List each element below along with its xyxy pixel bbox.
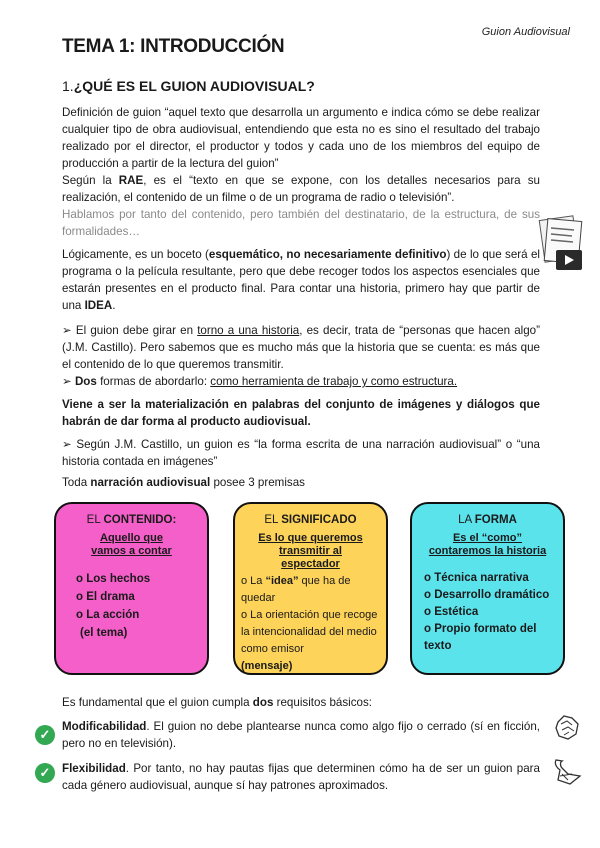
list-item: (mensaje) [241, 660, 293, 672]
text: formas de abordarlo: [96, 375, 211, 388]
box-heading [56, 512, 207, 529]
text: ➢ [62, 375, 75, 388]
list-item: (el tema) [80, 627, 128, 639]
section-number: 1. [62, 78, 74, 94]
text: EL [264, 514, 282, 526]
flexibilidad-paragraph [62, 760, 540, 794]
list-item: o Los hechos [76, 573, 151, 585]
text: SIGNIFICADO [281, 514, 357, 526]
box-heading [235, 512, 386, 529]
boceto-paragraph [62, 246, 540, 314]
list-item: o Técnica narrativa [424, 572, 529, 584]
gray-paragraph: Hablamos por tanto del contenido, pero también del destinatario, de la estructura, de sus formalidades… [62, 208, 540, 238]
text: Según la [62, 174, 119, 187]
text: . El guion no debe plantearse nunca como algo fijo o cerrado (sí en ficción, pero no en televisión). [62, 720, 540, 750]
text: Toda [62, 476, 91, 489]
bold-text: Dos [74, 375, 97, 388]
text: LA [458, 514, 475, 526]
page-title: TEMA 1: INTRODUCCIÓN [62, 36, 285, 57]
section-title: ¿QUÉ ES EL GUION AUDIOVISUAL? [73, 78, 315, 94]
text: Es fundamental que el guion cumpla [62, 696, 253, 709]
box-heading [412, 512, 563, 529]
forma-box [410, 502, 565, 675]
screenplay-film-icon [536, 214, 586, 274]
box-list [412, 570, 563, 655]
rae-bold: RAE [118, 174, 144, 187]
box-list [56, 570, 207, 642]
list-item: o Estética [424, 606, 479, 618]
check-icon: ✓ [35, 763, 55, 783]
list-item: o La orientación que recoge la intencionalidad del medio como emisor [241, 609, 378, 655]
text: EL [86, 514, 104, 526]
text: Lógicamente, es un boceto ( [62, 248, 209, 261]
rae-paragraph [62, 172, 540, 206]
text: posee 3 premisas [210, 476, 305, 489]
historia-paragraph [62, 322, 540, 373]
requisitos-paragraph [62, 694, 540, 711]
text: o La [241, 575, 266, 587]
list-item: o Desarrollo dramático [424, 589, 550, 601]
contenido-box [54, 502, 209, 675]
bold-text: narración audiovisual [90, 476, 211, 489]
underlined-text: como herramienta de trabajo y como estructura. [210, 375, 458, 388]
castillo-paragraph: ➢ Según J.M. Castillo, un guion es “la forma escrita de una narración audiovisual” o “una historia contada en imágenes” [62, 438, 540, 468]
significado-box [233, 502, 388, 675]
text: ) de lo que será el programa o la película resultante, pero que debe recoger todos los aspectos esenciales que estarán presentes en el producto final. Para contar una historia, primero hay que partir de una [62, 248, 540, 312]
crumpled-paper-icon [552, 712, 582, 742]
materializacion-paragraph: Viene a ser la materialización en palabras del conjunto de imágenes y diálogos que habrán de dar forma al producto audiovisual. [62, 398, 540, 428]
text: “idea” [265, 575, 299, 587]
bold-text: dos [252, 696, 274, 709]
underlined-text: torno a una historia [197, 324, 300, 337]
text: requisitos básicos: [273, 696, 372, 709]
bold-text: esquemático, no necesariamente definitivo [208, 248, 447, 261]
text: , es decir, trata de “personas que hacen algo” (J.M. Castillo). Pero sabemos que es mucho más que la historia que se cuenta: es más que el contenido de lo que queremos transmitir. [62, 324, 540, 371]
list-item: o La acción [76, 609, 140, 621]
text: ➢ El guion debe girar en [62, 324, 198, 337]
text: que ha de quedar [241, 575, 351, 604]
text: . Por tanto, no hay pautas fijas que determinen cómo ha de ser un guion para cada género audiovisual, aunque sí hay patrones aproximados. [62, 762, 540, 792]
list-item [241, 573, 380, 607]
dos-formas-paragraph [62, 373, 540, 390]
bold-text: Flexibilidad [62, 762, 126, 775]
check-icon: ✓ [35, 725, 55, 745]
text: CONTENIDO: [103, 514, 177, 526]
swan-icon [548, 754, 584, 790]
definition-paragraph: Definición de guion “aquel texto que desarrolla un argumento e indica cómo se debe realizar cualquier tipo de obra audiovisual, entendiendo que esta no es sino el resultado del trabajo realizado por el director, el productor y todos y cada uno de los miembros del equipo de producción a partir de la lectura del guion” [62, 106, 540, 170]
box-subheading: Aquello que vamos a contar [91, 532, 172, 557]
box-body [235, 571, 386, 675]
box-subheading: Es lo que queremos transmitir al espectador [258, 532, 363, 570]
list-item: o El drama [76, 591, 135, 603]
idea-bold: IDEA [84, 299, 113, 312]
modificabilidad-paragraph [62, 718, 540, 752]
text: FORMA [474, 514, 517, 526]
list-item: o Propio formato del texto [424, 623, 537, 652]
bold-text: Modificabilidad [62, 720, 147, 733]
course-name: Guion Audiovisual [481, 26, 570, 38]
box-subheading: Es el “como” contaremos la historia [428, 532, 547, 557]
text: . [112, 299, 116, 312]
premisas-paragraph [62, 474, 540, 491]
text: , es el “texto en que se expone, con los detalles necesarios para su realización, el contenido de un filme o de un programa de radio o televisión”. [62, 174, 540, 204]
section-heading [62, 78, 315, 94]
